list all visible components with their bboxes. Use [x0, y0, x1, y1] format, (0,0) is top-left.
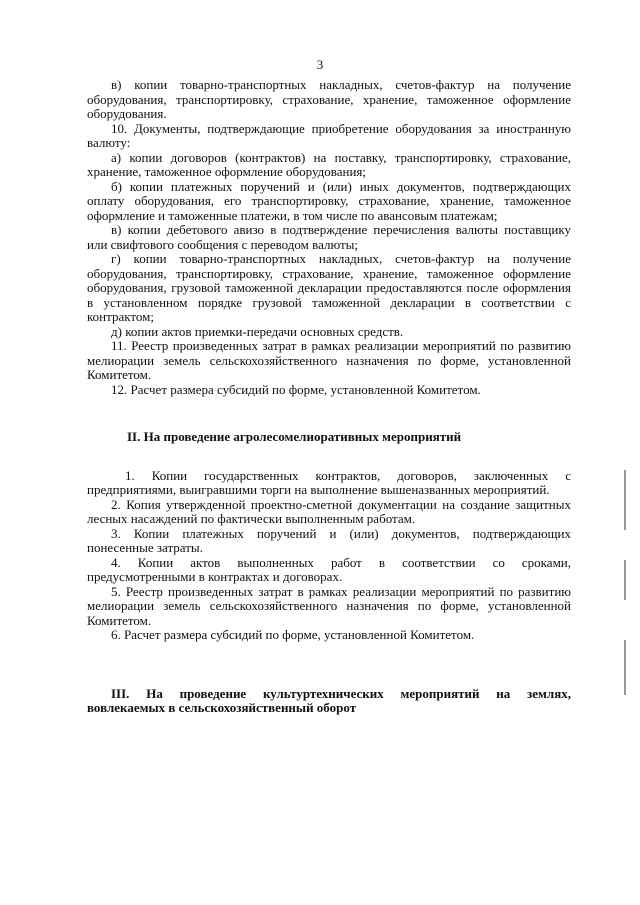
paragraph-item-11: 11. Реестр произведенных затрат в рамках реализации мероприятий по развитию мелиорации земель сельскохозяйственного назначения по форме, установленной Комитетом. — [87, 338, 571, 382]
paragraph-item-a: а) копии договоров (контрактов) на поставку, транспортировку, страхование, хранение, таможенное оформление оборудования; — [87, 149, 571, 179]
document-body — [87, 78, 571, 716]
scan-margin-mark — [624, 470, 626, 530]
section-3-heading: III. На проведение культуртехнических мероприятий на землях, вовлекаемых в сельскохозяйственный оборот — [87, 685, 571, 715]
scan-margin-mark — [624, 560, 626, 600]
paragraph-item-12: 12. Расчет размера субсидий по форме, установленной Комитетом. — [111, 381, 481, 397]
page-number: 3 — [316, 57, 324, 72]
section-2-item-5: 5. Реестр произведенных затрат в рамках реализации мероприятий по развитию мелиорации земель сельскохозяйственного назначения по форме, установленной Комитетом. — [87, 583, 571, 628]
paragraph-item-v1: в) копии товарно-транспортных накладных, счетов-фактур на получение оборудования, транспортировку, страхование, хранение, таможенное оформление оборудования. — [87, 77, 571, 121]
section-2-item-2: 2. Копия утвержденной проектно-сметной документации на создание защитных лесных насаждений по фактически выполненным работам. — [87, 496, 571, 526]
scan-margin-mark — [624, 640, 626, 695]
paragraph-item-10: 10. Документы, подтверждающие приобретение оборудования за иностранную валюту: — [87, 120, 571, 150]
paragraph-item-v2: в) копии дебетового авизо в подтверждение перечисления валюты поставщику или свифтового сообщения с переводом валюты; — [87, 222, 571, 252]
section-2-item-1: 1. Копии государственных контрактов, договоров, заключенных с предприятиями, выигравшими торги на выполнение вышеназванных мероприятий. — [87, 467, 571, 497]
section-2-item-6: 6. Расчет размера субсидий по форме, установленной Комитетом. — [111, 627, 475, 642]
paragraph-item-g: г) копии товарно-транспортных накладных, счетов-фактур на получение оборудования, транспортировку, страхование, хранение, таможенное оформление оборудования, грузовой таможенной декларации предоставляются после оформления в установленном порядке грузовой таможенной декларации в соответствии с контрактом; — [87, 251, 571, 324]
paragraph-item-b: б) копии платежных поручений и (или) иных документов, подтверждающих оплату оборудования, его транспортировку, страхование, хранение, таможенное оформление и таможенные платежи, в том числе по авансовым платежам; — [87, 178, 571, 223]
section-2-item-4: 4. Копии актов выполненных работ в соответствии со сроками, предусмотренными в контрактах и договорах. — [87, 554, 571, 584]
section-2-heading: II. На проведение агролесомелиоративных мероприятий — [127, 429, 462, 444]
paragraph-item-d: д) копии актов приемки-передачи основных средств. — [111, 323, 404, 339]
section-2-item-3: 3. Копии платежных поручений и (или) документов, подтверждающих понесенные затраты. — [87, 525, 571, 555]
